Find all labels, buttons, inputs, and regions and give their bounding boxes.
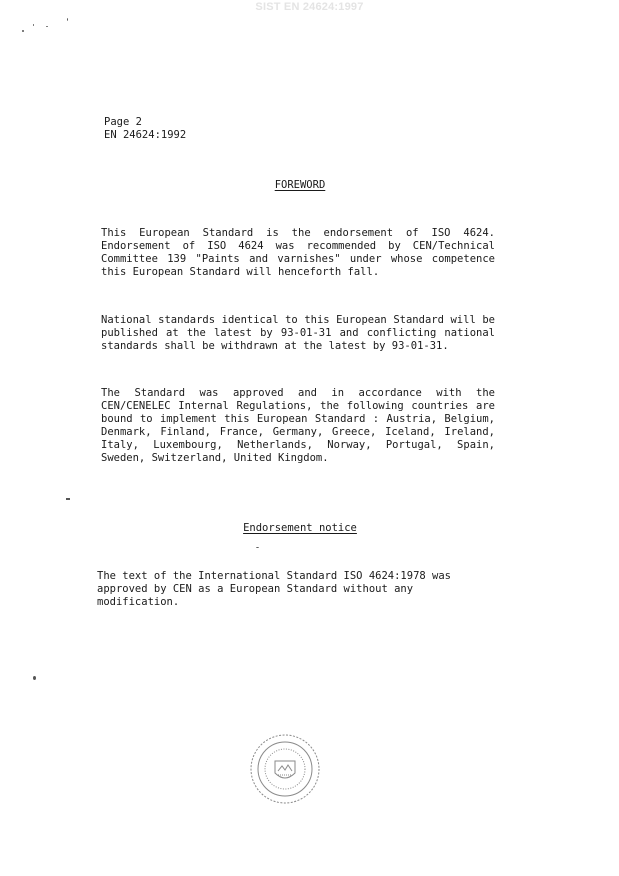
- foreword-paragraph: The Standard was approved and in accordance with the CEN/CENELEC Internal Regulations, the following countries are bound to implement this European Standard : Austria, Belgium, Denmark, Finland, France, Germany, Greece, Iceland, Ireland, Italy, Luxembourg, Netherlands, Norway, Portugal, Spain, Sweden, Switzerland, United Kingdom.: [101, 387, 495, 464]
- scan-speck: [33, 24, 34, 26]
- page-header: [104, 116, 186, 142]
- watermark: SIST EN 24624:1997: [255, 1, 364, 13]
- endorsement-heading: Endorsement notice: [243, 522, 357, 534]
- document-id: EN 24624:1992: [104, 129, 187, 141]
- foreword-paragraph: National standards identical to this European Standard will be published at the latest by 93-01-31 and conflicting national standards shall be withdrawn at the latest by 93-01-31.: [101, 314, 495, 352]
- endorsement-text: The text of the International Standard ISO 4624:1978 was approved by CEN as a European Standard without any modification.: [97, 570, 452, 608]
- foreword-heading: FOREWORD: [274, 179, 326, 191]
- scan-speck: [256, 547, 259, 548]
- scan-speck: [46, 26, 48, 27]
- scan-speck: [33, 676, 36, 680]
- foreword-paragraph: This European Standard is the endorsement of ISO 4624. Endorsement of ISO 4624 was recommended by CEN/Technical Committee 139 "Paints and varnishes" under whose competence this European Standard will henceforth fall.: [101, 227, 495, 278]
- scan-speck: [66, 498, 70, 500]
- seal-stamp-icon: [245, 733, 325, 805]
- scan-speck: [22, 30, 24, 32]
- scan-speck: [67, 18, 68, 21]
- page-number: Page 2: [104, 116, 142, 128]
